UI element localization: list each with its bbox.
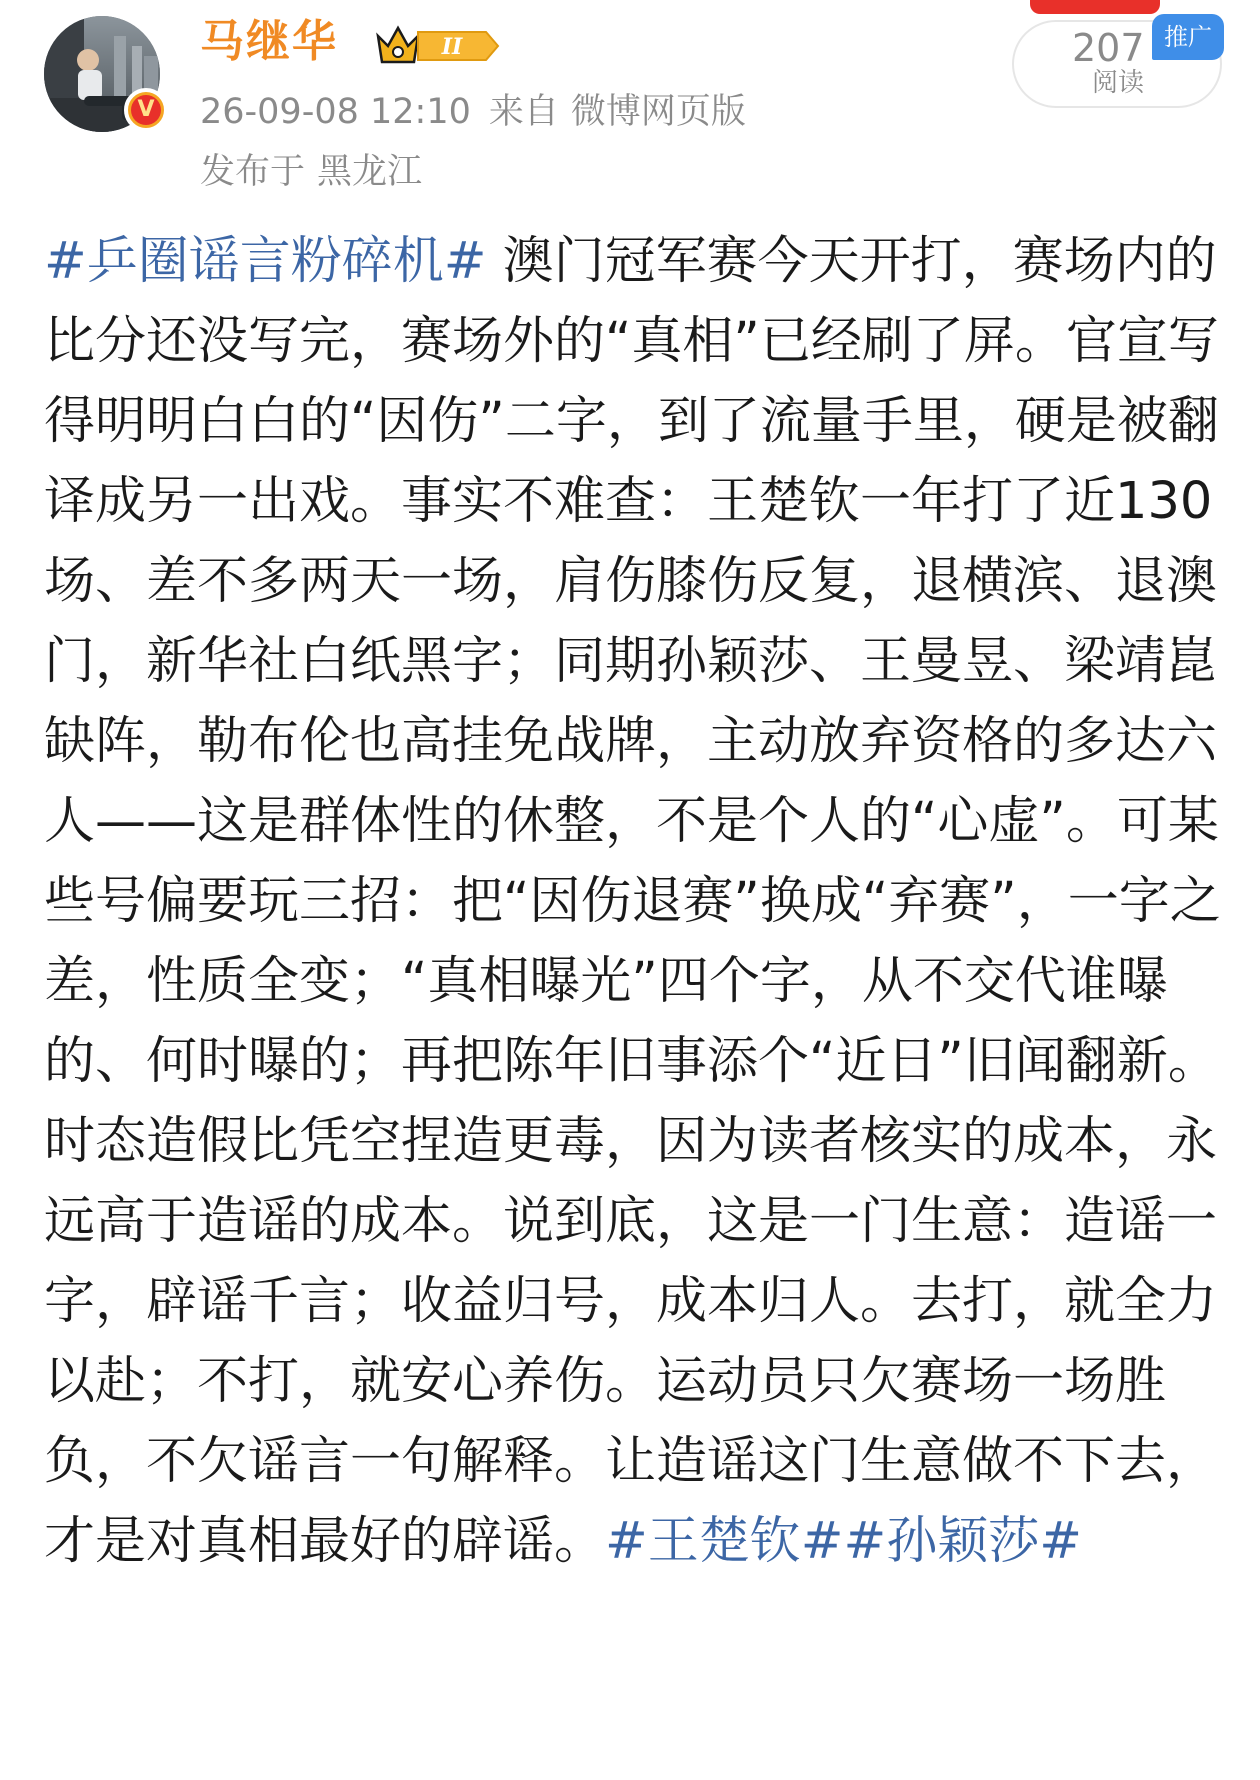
post-time: 26-09-08 12:10	[200, 92, 471, 132]
post-meta-time	[200, 90, 746, 134]
verified-badge-icon	[124, 88, 168, 132]
promo-button[interactable]: 推广	[1152, 14, 1224, 60]
promo-banner-strip	[1030, 0, 1160, 14]
post-source-link[interactable]: 微博网页版	[570, 92, 746, 132]
user-name[interactable]: 马继华	[200, 16, 338, 67]
location-prefix: 发布于	[200, 152, 306, 192]
level-text: II	[441, 34, 463, 60]
post-meta-location	[200, 150, 422, 194]
post-text: 澳门冠军赛今天开打，赛场内的比分还没写完，赛场外的“真相”已经刷了屏。官宣写得明明白白的“因伤”二字，到了流量手里，硬是被翻译成另一出戏。事实不难查：王楚钦一年打了近130场、差不多两天一场，肩伤膝伤反复，退横滨、退澳门，新华社白纸黑字；同期孙颖莎、王曼昱、梁靖崑缺阵，勒布伦也高挂免战牌，主动放弃资格的多达六人——这是群体性的休整，不是个人的“心虚”。可某些号偏要玩三招：把“因伤退赛”换成“弃赛”，一字之差，性质全变；“真相曝光”四个字，从不交代谁曝的、何时曝的；再把陈年旧事添个“近日”旧闻翻新。时态造假比凭空捏造更毒，因为读者核实的成本，永远高于造谣的成本。说到底，这是一门生意：造谣一字，辟谣千言；收益归号，成本归人。去打，就全力以赴；不打，就安心养伤。运动员只欠赛场一场胜负，不欠谣言一句解释。让造谣这门生意做不下去，才是对真相最好的辟谣。	[44, 232, 1221, 1571]
hashtag-link[interactable]: #孙颖莎#	[843, 1512, 1082, 1571]
crown-level-badge-icon	[374, 22, 504, 70]
verified-mark: V	[131, 95, 161, 125]
read-count: 207	[1072, 26, 1145, 70]
hashtag-link[interactable]: #王楚钦#	[605, 1512, 844, 1571]
post-content	[44, 222, 1224, 1582]
avatar[interactable]	[44, 16, 160, 132]
source-prefix: 来自	[488, 92, 559, 132]
post-location: 黑龙江	[317, 152, 423, 192]
read-label: 阅读	[1092, 68, 1145, 98]
hashtag-link[interactable]: #乒圈谣言粉碎机#	[44, 232, 487, 291]
